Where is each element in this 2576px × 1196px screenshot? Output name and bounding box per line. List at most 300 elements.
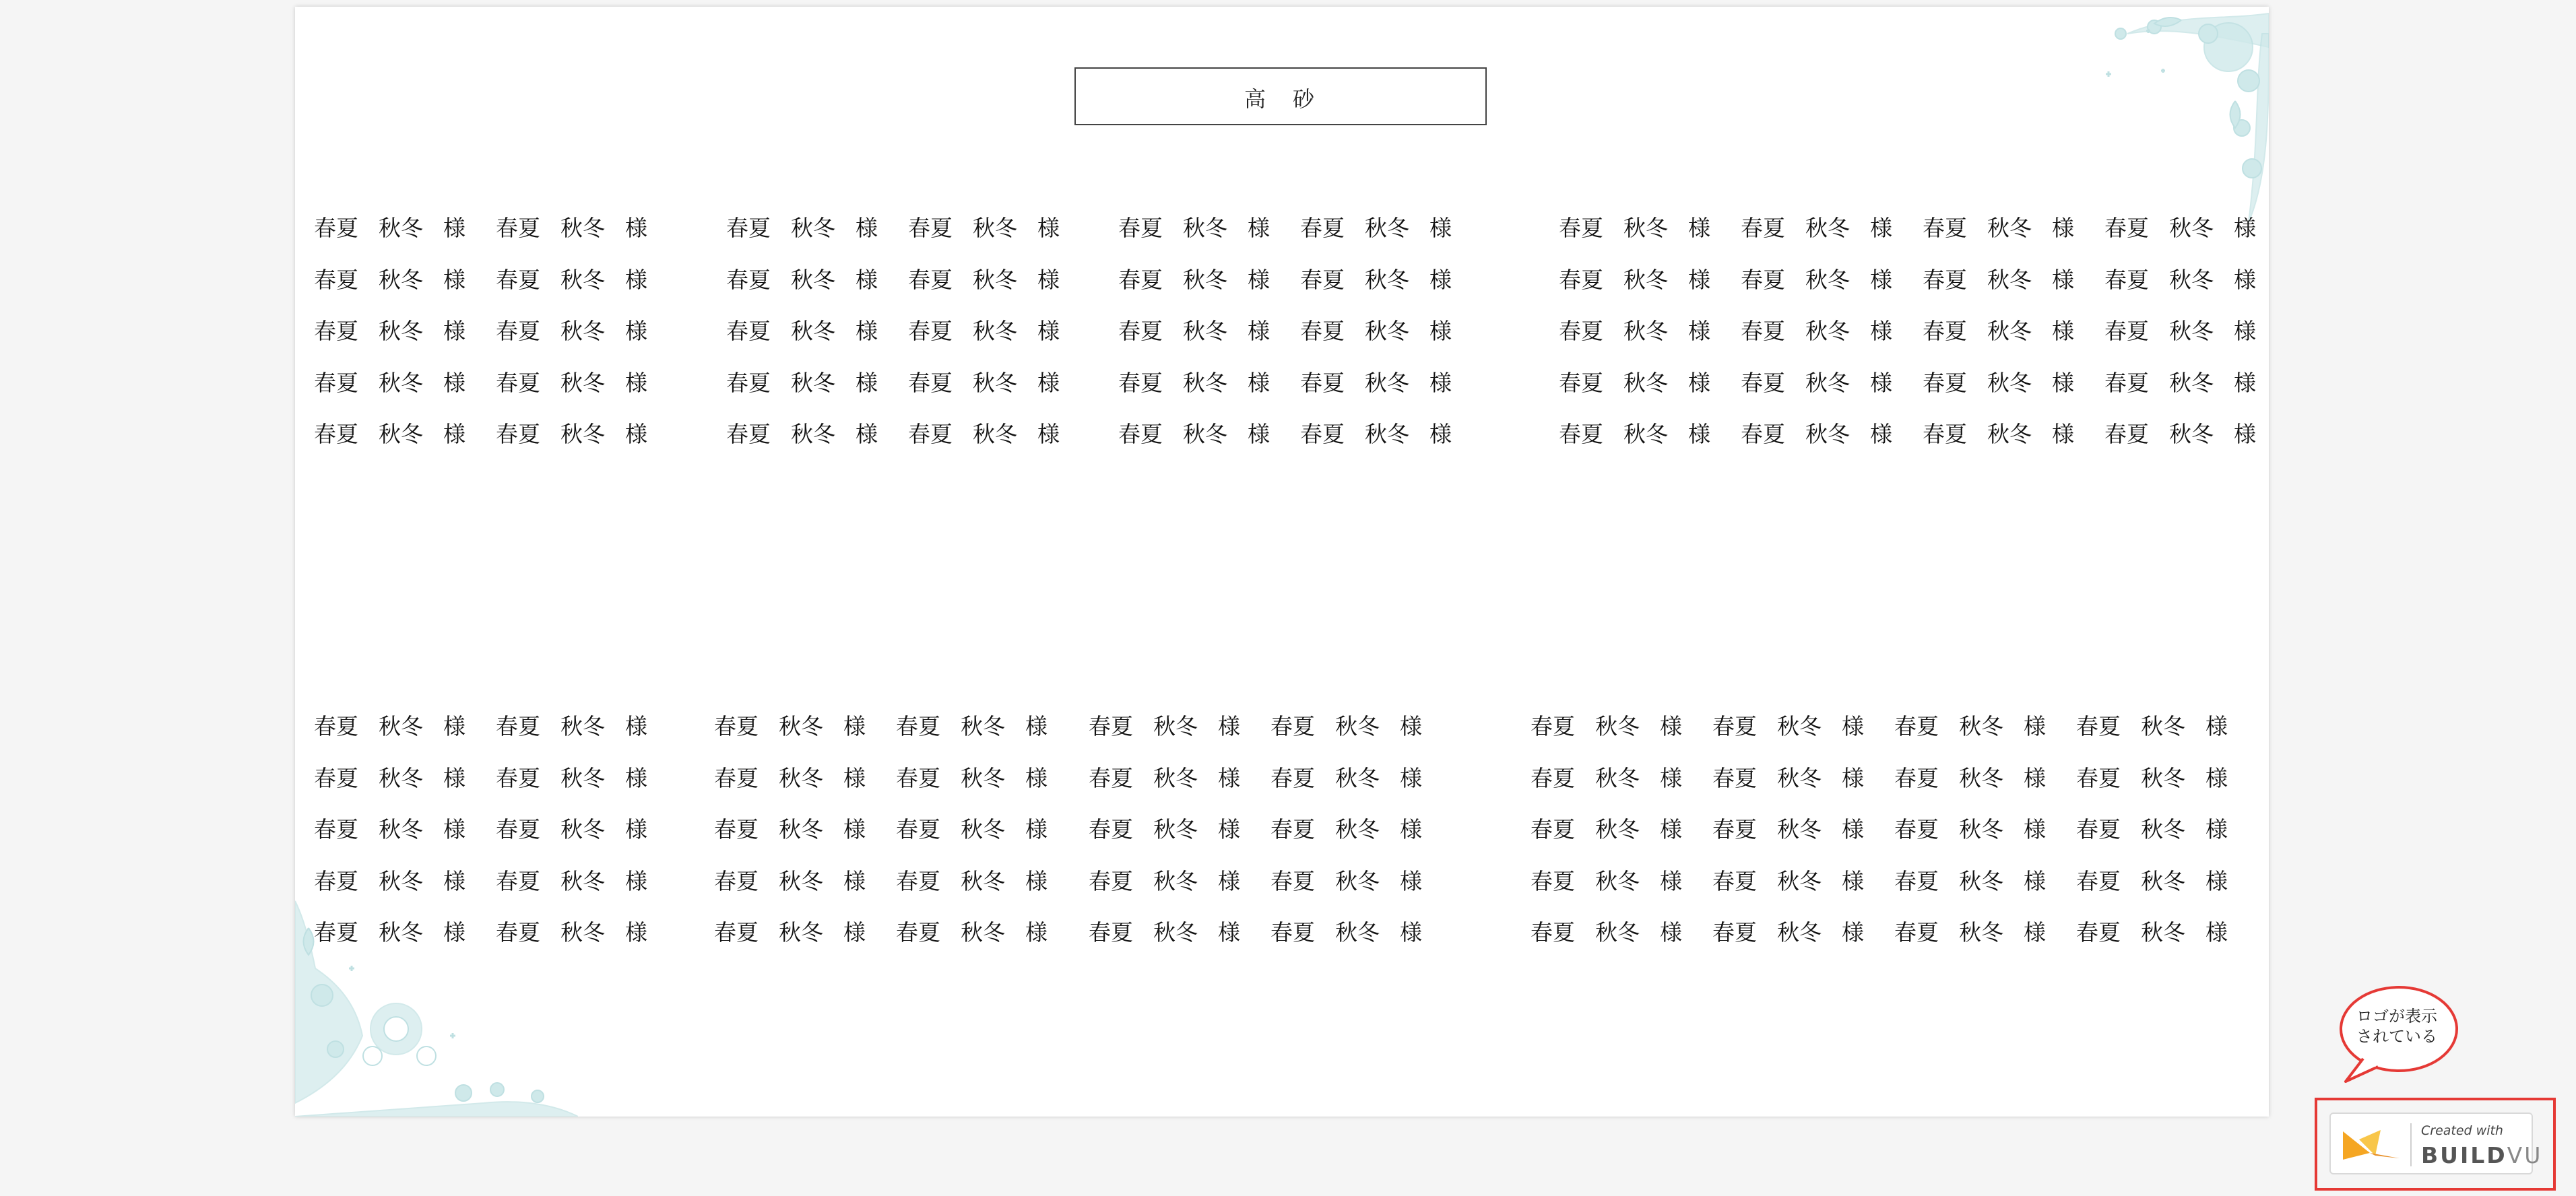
- guest-name: [1300, 368, 1482, 399]
- guest-given-name: 春夏: [1894, 713, 1939, 739]
- guest-name: [314, 419, 496, 450]
- guest-family-name: 秋冬: [379, 266, 423, 293]
- guest-honorific: 様: [625, 421, 647, 447]
- guest-honorific: 様: [1842, 764, 1864, 791]
- guest-family-name: 秋冬: [2169, 369, 2214, 396]
- guest-name: [714, 917, 896, 948]
- guest-given-name: 春夏: [726, 421, 771, 447]
- guest-honorific: 様: [1688, 318, 1710, 344]
- guest-honorific: 様: [843, 919, 866, 945]
- guest-name: [714, 711, 896, 742]
- guest-family-name: 秋冬: [1153, 816, 1198, 842]
- guest-name: [496, 814, 678, 845]
- guest-name: [1894, 866, 2076, 897]
- guest-family-name: 秋冬: [1595, 713, 1640, 739]
- guest-name: [1741, 316, 1923, 347]
- guest-honorific: 様: [1870, 421, 1892, 447]
- guest-family-name: 秋冬: [1365, 421, 1409, 447]
- guest-honorific: 様: [1660, 816, 1682, 842]
- guest-name: [2076, 763, 2258, 794]
- guest-name: [314, 711, 496, 742]
- guest-family-name: 秋冬: [2169, 318, 2214, 344]
- guest-honorific: 様: [1400, 764, 1422, 791]
- guest-name: [726, 316, 908, 347]
- guest-family-name: 秋冬: [1595, 919, 1640, 945]
- guest-family-name: 秋冬: [379, 919, 423, 945]
- guest-name: [2104, 419, 2269, 450]
- guest-honorific: 様: [2024, 713, 2046, 739]
- guest-family-name: 秋冬: [791, 369, 835, 396]
- guest-honorific: 様: [1429, 215, 1452, 241]
- guest-family-name: 秋冬: [1987, 215, 2032, 241]
- guest-given-name: 春夏: [2104, 369, 2149, 396]
- guest-family-name: 秋冬: [1777, 713, 1822, 739]
- guest-honorific: 様: [2234, 215, 2256, 241]
- guest-family-name: 秋冬: [779, 764, 823, 791]
- guest-honorific: 様: [856, 369, 878, 396]
- guest-family-name: 秋冬: [1595, 867, 1640, 894]
- guest-family-name: 秋冬: [560, 266, 605, 293]
- guest-family-name: 秋冬: [791, 318, 835, 344]
- guest-honorific: 様: [2024, 816, 2046, 842]
- guest-name: [1300, 419, 1482, 450]
- guest-family-name: 秋冬: [560, 421, 605, 447]
- guest-family-name: 秋冬: [1623, 369, 1668, 396]
- guest-given-name: 春夏: [726, 318, 771, 344]
- guest-honorific: 様: [1400, 713, 1422, 739]
- guest-name: [1923, 213, 2104, 244]
- guest-family-name: 秋冬: [2141, 713, 2185, 739]
- guest-family-name: 秋冬: [560, 764, 605, 791]
- guest-given-name: 春夏: [896, 919, 940, 945]
- guest-honorific: 様: [1870, 369, 1892, 396]
- guest-name: [2104, 368, 2269, 399]
- guest-given-name: 春夏: [496, 867, 540, 894]
- guest-name: [2076, 866, 2258, 897]
- guest-family-name: 秋冬: [1777, 764, 1822, 791]
- guest-family-name: 秋冬: [1183, 215, 1227, 241]
- guest-name: [1923, 419, 2104, 450]
- guest-honorific: 様: [1037, 266, 1060, 293]
- guest-name: [1118, 368, 1300, 399]
- guest-name: [1923, 265, 2104, 296]
- guest-family-name: 秋冬: [1595, 816, 1640, 842]
- guest-family-name: 秋冬: [961, 764, 1005, 791]
- guest-given-name: 春夏: [1923, 318, 1967, 344]
- guest-family-name: 秋冬: [791, 215, 835, 241]
- callout-text: ロゴが表示されている: [2356, 1007, 2437, 1046]
- guest-family-name: 秋冬: [1153, 713, 1198, 739]
- guest-family-name: 秋冬: [1335, 713, 1380, 739]
- guest-given-name: 春夏: [1089, 816, 1133, 842]
- guest-family-name: 秋冬: [961, 713, 1005, 739]
- guest-honorific: 様: [2052, 318, 2074, 344]
- guest-family-name: 秋冬: [1183, 369, 1227, 396]
- guest-family-name: 秋冬: [1805, 215, 1850, 241]
- guest-honorific: 様: [625, 215, 647, 241]
- guest-honorific: 様: [2024, 764, 2046, 791]
- guest-family-name: 秋冬: [560, 215, 605, 241]
- guest-honorific: 様: [443, 369, 465, 396]
- guest-given-name: 春夏: [1270, 816, 1315, 842]
- title-frame: [1074, 67, 1487, 125]
- guest-given-name: 春夏: [714, 867, 759, 894]
- guest-name: [314, 763, 496, 794]
- guest-family-name: 秋冬: [1623, 421, 1668, 447]
- guest-name: [1270, 866, 1452, 897]
- guest-family-name: 秋冬: [1183, 421, 1227, 447]
- guest-family-name: 秋冬: [1805, 421, 1850, 447]
- guest-given-name: 春夏: [314, 816, 358, 842]
- guest-family-name: 秋冬: [1595, 764, 1640, 791]
- guest-given-name: 春夏: [1300, 421, 1345, 447]
- guest-honorific: 様: [443, 816, 465, 842]
- guest-honorific: 様: [625, 764, 647, 791]
- guest-honorific: 様: [2234, 369, 2256, 396]
- guest-name: [1300, 265, 1482, 296]
- guest-honorific: 様: [1248, 421, 1270, 447]
- badge-brand: [2421, 1142, 2542, 1168]
- guest-honorific: 様: [2205, 867, 2228, 894]
- guest-family-name: 秋冬: [560, 369, 605, 396]
- guest-given-name: 春夏: [2076, 867, 2121, 894]
- guest-honorific: 様: [625, 369, 647, 396]
- guest-family-name: 秋冬: [379, 421, 423, 447]
- guest-honorific: 様: [1660, 764, 1682, 791]
- guest-honorific: 様: [1429, 318, 1452, 344]
- guest-family-name: 秋冬: [560, 816, 605, 842]
- guest-name: [1712, 763, 1894, 794]
- guest-family-name: 秋冬: [2169, 266, 2214, 293]
- guest-honorific: 様: [1660, 867, 1682, 894]
- guest-honorific: 様: [1248, 369, 1270, 396]
- guest-given-name: 春夏: [896, 713, 940, 739]
- guest-given-name: 春夏: [908, 215, 953, 241]
- guest-honorific: 様: [1688, 215, 1710, 241]
- guest-given-name: 春夏: [1270, 867, 1315, 894]
- guest-honorific: 様: [1025, 764, 1048, 791]
- guest-name: [726, 213, 908, 244]
- guest-name: [496, 711, 678, 742]
- guest-given-name: 春夏: [1559, 266, 1603, 293]
- guest-family-name: 秋冬: [1959, 764, 2003, 791]
- guest-given-name: 春夏: [714, 919, 759, 945]
- guest-name: [1741, 265, 1923, 296]
- guest-honorific: 様: [1660, 713, 1682, 739]
- guest-honorific: 様: [443, 713, 465, 739]
- guest-family-name: 秋冬: [973, 215, 1017, 241]
- guest-given-name: 春夏: [496, 215, 540, 241]
- guest-family-name: 秋冬: [2169, 421, 2214, 447]
- guest-given-name: 春夏: [1531, 713, 1575, 739]
- buildvu-logo-icon: [2340, 1126, 2402, 1164]
- guest-given-name: 春夏: [1118, 318, 1163, 344]
- guest-honorific: 様: [1870, 266, 1892, 293]
- guest-family-name: 秋冬: [1777, 919, 1822, 945]
- guest-honorific: 様: [1660, 919, 1682, 945]
- guest-honorific: 様: [1218, 764, 1240, 791]
- guest-family-name: 秋冬: [1959, 713, 2003, 739]
- guest-family-name: 秋冬: [779, 867, 823, 894]
- guest-given-name: 春夏: [1089, 867, 1133, 894]
- guest-given-name: 春夏: [1118, 215, 1163, 241]
- guest-family-name: 秋冬: [973, 421, 1017, 447]
- guest-given-name: 春夏: [2104, 266, 2149, 293]
- guest-family-name: 秋冬: [1805, 266, 1850, 293]
- guest-honorific: 様: [1218, 816, 1240, 842]
- guest-honorific: 様: [2205, 816, 2228, 842]
- guest-name: [1270, 763, 1452, 794]
- guest-family-name: 秋冬: [2141, 867, 2185, 894]
- guest-given-name: 春夏: [2076, 919, 2121, 945]
- guest-honorific: 様: [625, 919, 647, 945]
- guest-name: [1118, 213, 1300, 244]
- guest-family-name: 秋冬: [560, 919, 605, 945]
- guest-honorific: 様: [843, 713, 866, 739]
- guest-given-name: 春夏: [1559, 369, 1603, 396]
- guest-given-name: 春夏: [1118, 266, 1163, 293]
- guest-name: [714, 814, 896, 845]
- buildvu-highlight: [2315, 1098, 2556, 1191]
- guest-given-name: 春夏: [314, 867, 358, 894]
- guest-given-name: 春夏: [1531, 919, 1575, 945]
- guest-name: [1089, 866, 1270, 897]
- guest-given-name: 春夏: [896, 764, 940, 791]
- guest-family-name: 秋冬: [1777, 816, 1822, 842]
- guest-given-name: 春夏: [314, 764, 358, 791]
- guest-honorific: 様: [843, 867, 866, 894]
- guest-family-name: 秋冬: [961, 867, 1005, 894]
- guest-family-name: 秋冬: [1335, 867, 1380, 894]
- guest-honorific: 様: [1025, 816, 1048, 842]
- guest-family-name: 秋冬: [379, 318, 423, 344]
- guest-family-name: 秋冬: [973, 318, 1017, 344]
- guest-honorific: 様: [1037, 318, 1060, 344]
- guest-honorific: 様: [856, 421, 878, 447]
- guest-given-name: 春夏: [1531, 867, 1575, 894]
- guest-name: [896, 814, 1078, 845]
- guest-given-name: 春夏: [1300, 215, 1345, 241]
- guest-honorific: 様: [856, 318, 878, 344]
- guest-name: [1559, 419, 1741, 450]
- guest-honorific: 様: [2052, 369, 2074, 396]
- guest-name: [1923, 368, 2104, 399]
- guest-given-name: 春夏: [908, 318, 953, 344]
- guest-name: [896, 917, 1078, 948]
- guest-given-name: 春夏: [496, 421, 540, 447]
- guest-given-name: 春夏: [1741, 421, 1785, 447]
- guest-family-name: 秋冬: [779, 713, 823, 739]
- guest-given-name: 春夏: [1741, 266, 1785, 293]
- guest-name: [496, 213, 678, 244]
- guest-given-name: 春夏: [1089, 764, 1133, 791]
- guest-honorific: 様: [2205, 919, 2228, 945]
- guest-name: [496, 265, 678, 296]
- guest-family-name: 秋冬: [379, 369, 423, 396]
- guest-honorific: 様: [1400, 867, 1422, 894]
- guest-name: [496, 866, 678, 897]
- guest-given-name: 春夏: [1559, 215, 1603, 241]
- buildvu-badge[interactable]: [2329, 1112, 2543, 1174]
- guest-given-name: 春夏: [1559, 421, 1603, 447]
- guest-name: [1300, 316, 1482, 347]
- guest-name: [314, 814, 496, 845]
- guest-name: [314, 866, 496, 897]
- guest-given-name: 春夏: [496, 764, 540, 791]
- guest-given-name: 春夏: [496, 318, 540, 344]
- guest-given-name: 春夏: [1923, 369, 1967, 396]
- guest-given-name: 春夏: [496, 713, 540, 739]
- guest-family-name: 秋冬: [1623, 318, 1668, 344]
- guest-given-name: 春夏: [496, 266, 540, 293]
- guest-family-name: 秋冬: [379, 764, 423, 791]
- guest-honorific: 様: [625, 318, 647, 344]
- guest-family-name: 秋冬: [379, 215, 423, 241]
- guest-name: [726, 368, 908, 399]
- guest-name: [1741, 419, 1923, 450]
- guest-name: [1531, 917, 1712, 948]
- guest-name: [1089, 917, 1270, 948]
- guest-name: [1894, 814, 2076, 845]
- guest-honorific: 様: [2052, 421, 2074, 447]
- guest-given-name: 春夏: [496, 369, 540, 396]
- logo-callout: [2336, 986, 2459, 1083]
- guest-honorific: 様: [1842, 713, 1864, 739]
- guest-family-name: 秋冬: [779, 816, 823, 842]
- guest-family-name: 秋冬: [560, 713, 605, 739]
- guest-honorific: 様: [1037, 215, 1060, 241]
- guest-name: [1270, 814, 1452, 845]
- guest-family-name: 秋冬: [791, 266, 835, 293]
- guest-honorific: 様: [2234, 266, 2256, 293]
- guest-given-name: 春夏: [896, 867, 940, 894]
- guest-family-name: 秋冬: [961, 816, 1005, 842]
- guest-given-name: 春夏: [1741, 215, 1785, 241]
- guest-given-name: 春夏: [1741, 369, 1785, 396]
- guest-honorific: 様: [1842, 919, 1864, 945]
- guest-family-name: 秋冬: [779, 919, 823, 945]
- guest-name: [1089, 711, 1270, 742]
- guest-honorific: 様: [856, 215, 878, 241]
- guest-given-name: 春夏: [1270, 764, 1315, 791]
- guest-name: [908, 368, 1090, 399]
- guest-name: [1559, 265, 1741, 296]
- guest-family-name: 秋冬: [1987, 421, 2032, 447]
- guest-honorific: 様: [2024, 919, 2046, 945]
- guest-given-name: 春夏: [1923, 266, 1967, 293]
- guest-honorific: 様: [1688, 421, 1710, 447]
- guest-name: [1531, 763, 1712, 794]
- guest-given-name: 春夏: [1531, 816, 1575, 842]
- guest-name: [1531, 814, 1712, 845]
- guest-given-name: 春夏: [314, 421, 358, 447]
- guest-honorific: 様: [2234, 421, 2256, 447]
- guest-name: [1300, 213, 1482, 244]
- guest-family-name: 秋冬: [2141, 919, 2185, 945]
- guest-name: [1712, 711, 1894, 742]
- guest-name: [1089, 814, 1270, 845]
- guest-given-name: 春夏: [1089, 713, 1133, 739]
- guest-family-name: 秋冬: [791, 421, 835, 447]
- guest-given-name: 春夏: [726, 215, 771, 241]
- guest-family-name: 秋冬: [1153, 764, 1198, 791]
- guest-honorific: 様: [856, 266, 878, 293]
- guest-honorific: 様: [1218, 867, 1240, 894]
- guest-given-name: 春夏: [1712, 713, 1757, 739]
- guest-given-name: 春夏: [1270, 919, 1315, 945]
- guest-given-name: 春夏: [1531, 764, 1575, 791]
- guest-given-name: 春夏: [714, 713, 759, 739]
- guest-name: [496, 917, 678, 948]
- guest-given-name: 春夏: [2104, 215, 2149, 241]
- guest-name: [496, 763, 678, 794]
- guest-honorific: 様: [1025, 919, 1048, 945]
- guest-honorific: 様: [2052, 266, 2074, 293]
- guest-honorific: 様: [2205, 713, 2228, 739]
- guest-given-name: 春夏: [314, 713, 358, 739]
- guest-honorific: 様: [1688, 266, 1710, 293]
- guest-given-name: 春夏: [1300, 266, 1345, 293]
- guest-given-name: 春夏: [314, 266, 358, 293]
- guest-honorific: 様: [625, 266, 647, 293]
- guest-honorific: 様: [1037, 369, 1060, 396]
- guest-given-name: 春夏: [2076, 713, 2121, 739]
- guest-given-name: 春夏: [314, 369, 358, 396]
- guest-honorific: 様: [1429, 266, 1452, 293]
- guest-name: [314, 213, 496, 244]
- guest-family-name: 秋冬: [379, 816, 423, 842]
- guest-name: [1712, 814, 1894, 845]
- guest-name: [1923, 316, 2104, 347]
- guest-honorific: 様: [1248, 318, 1270, 344]
- guest-given-name: 春夏: [726, 266, 771, 293]
- guest-name: [2104, 213, 2269, 244]
- guest-family-name: 秋冬: [961, 919, 1005, 945]
- guest-honorific: 様: [443, 318, 465, 344]
- guest-name: [2104, 316, 2269, 347]
- guest-given-name: 春夏: [1270, 713, 1315, 739]
- guest-family-name: 秋冬: [1987, 318, 2032, 344]
- guest-honorific: 様: [2205, 764, 2228, 791]
- guest-family-name: 秋冬: [1987, 266, 2032, 293]
- guest-name: [726, 265, 908, 296]
- guest-honorific: 様: [1025, 867, 1048, 894]
- badge-divider: [2410, 1123, 2412, 1166]
- guest-given-name: 春夏: [908, 266, 953, 293]
- badge-created-with: Created with: [2421, 1123, 2503, 1138]
- guest-family-name: 秋冬: [973, 369, 1017, 396]
- guest-given-name: 春夏: [1894, 816, 1939, 842]
- guest-family-name: 秋冬: [1183, 318, 1227, 344]
- guest-name: [1894, 917, 2076, 948]
- guest-given-name: 春夏: [1089, 919, 1133, 945]
- guest-name: [714, 866, 896, 897]
- document-page: [295, 7, 2269, 1117]
- guest-given-name: 春夏: [1300, 369, 1345, 396]
- guest-name: [2076, 711, 2258, 742]
- guest-family-name: 秋冬: [2141, 816, 2185, 842]
- guest-given-name: 春夏: [1894, 867, 1939, 894]
- guest-given-name: 春夏: [896, 816, 940, 842]
- guest-family-name: 秋冬: [2169, 215, 2214, 241]
- guest-name: [896, 711, 1078, 742]
- guest-given-name: 春夏: [1741, 318, 1785, 344]
- guest-name: [2076, 917, 2258, 948]
- guest-name: [1118, 265, 1300, 296]
- guest-name: [908, 213, 1090, 244]
- guest-family-name: 秋冬: [1623, 215, 1668, 241]
- guest-name: [496, 419, 678, 450]
